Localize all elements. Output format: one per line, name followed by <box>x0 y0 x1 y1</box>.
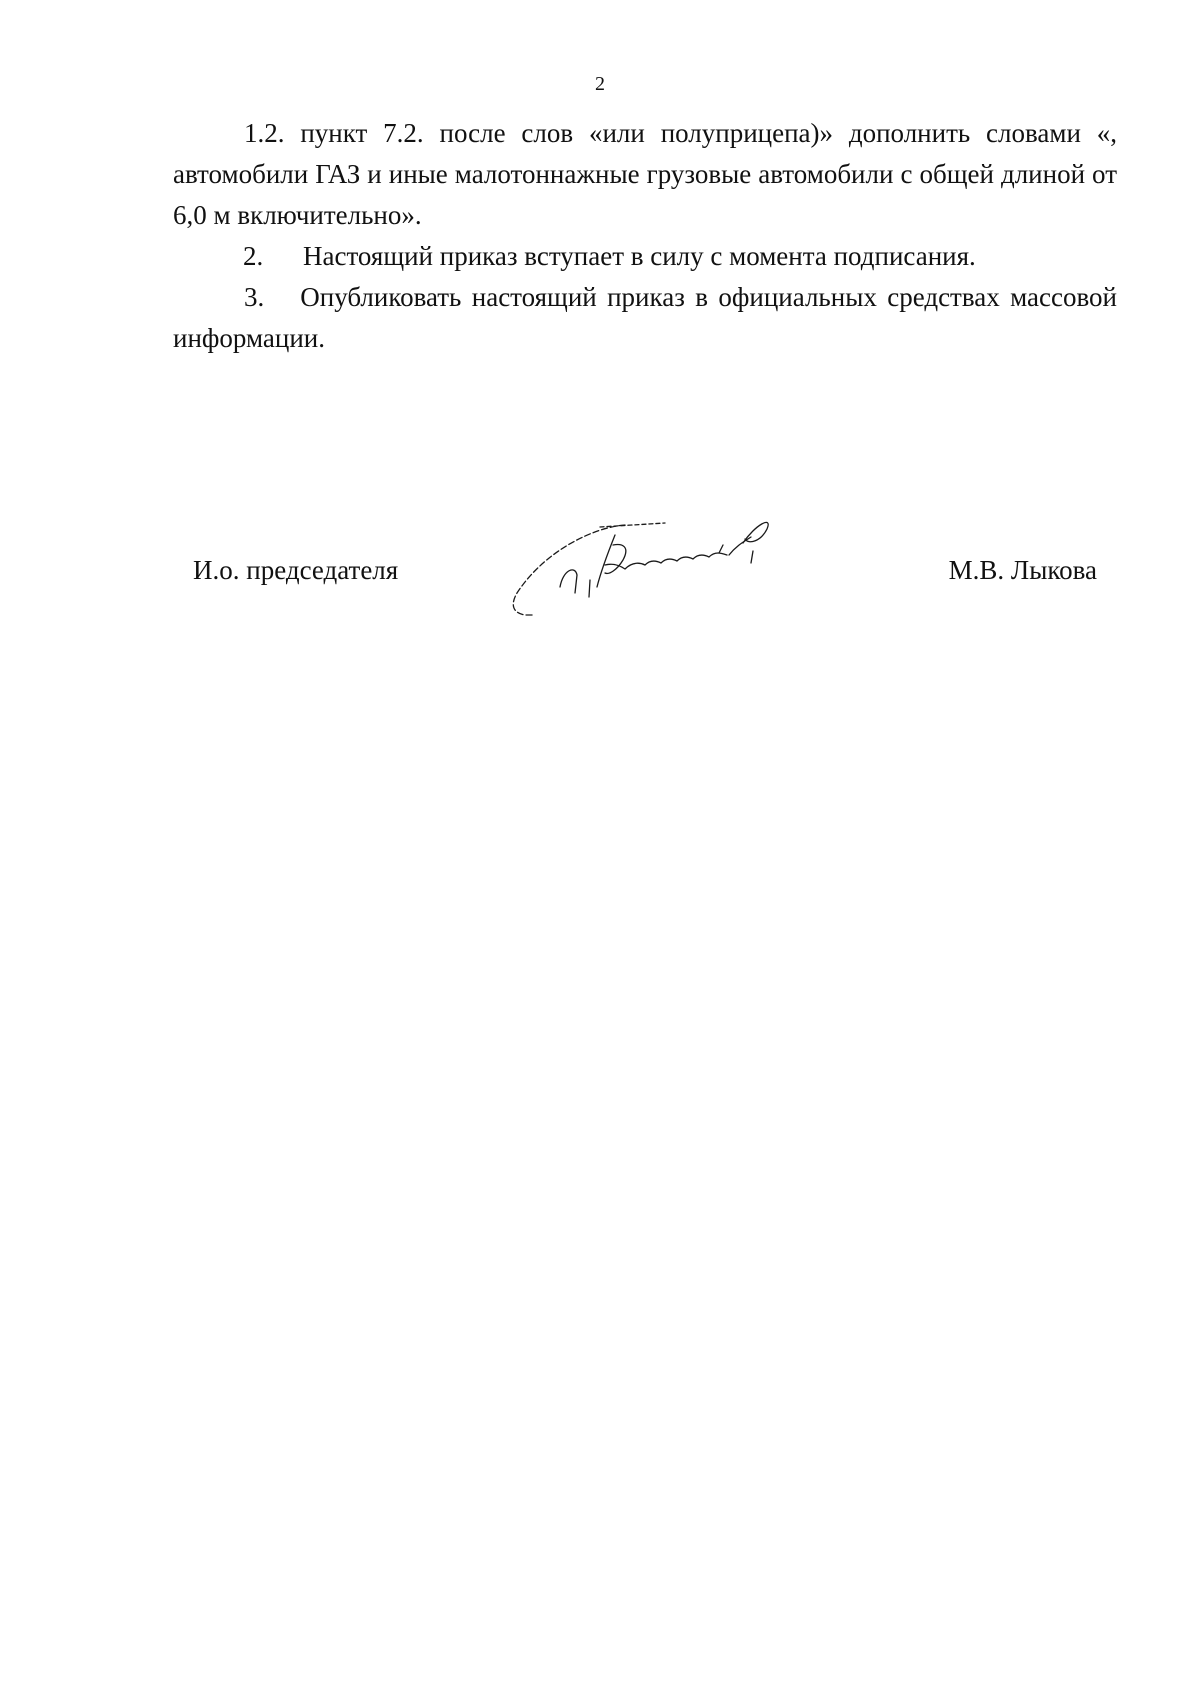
paragraph-3-text: Опубликовать настоящий приказ в официальных средствах массовой информации. <box>173 282 1117 353</box>
paragraph-3 <box>173 277 1117 359</box>
signatory-role: И.о. председателя <box>193 555 399 585</box>
handwritten-signature-icon <box>505 515 805 625</box>
paragraph-2-text: Настоящий приказ вступает в силу с момента подписания. <box>303 241 976 271</box>
paragraph-1-2: 1.2. пункт 7.2. после слов «или полуприцепа)» дополнить словами «, автомобили ГАЗ и иные малотоннажные грузовые автомобили с общей длиной от 6,0 м включительно». <box>173 118 1117 230</box>
paragraph-3-number: 3. <box>244 282 265 312</box>
page-number: 2 <box>595 73 605 95</box>
document-body <box>173 113 1117 359</box>
paragraph-2-number: 2. <box>243 241 264 271</box>
signatory-name: М.В. Лыкова <box>948 555 1097 585</box>
paragraph-2 <box>173 236 1117 277</box>
